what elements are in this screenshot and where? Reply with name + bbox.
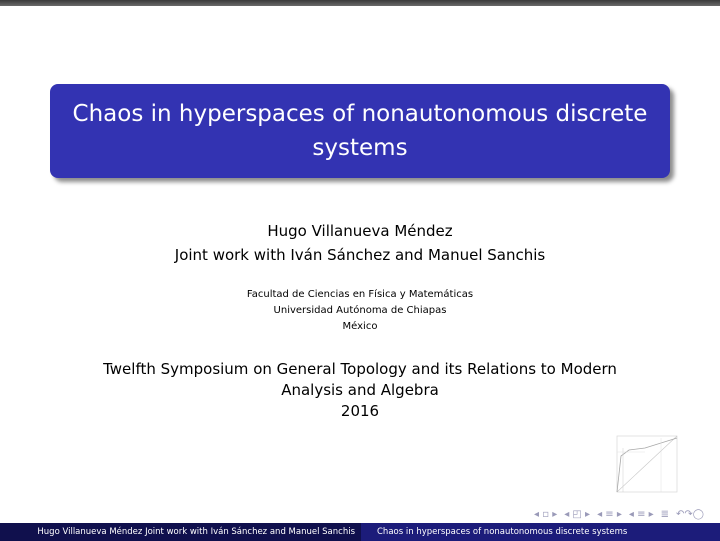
nav-first-icon[interactable]: ◂ ▫ ▸ [534,508,558,520]
institute-university: Universidad Autónoma de Chiapas [273,305,447,316]
institute-block [0,287,720,335]
conference-name-line2: Analysis and Algebra [281,381,439,399]
conference-block [0,359,720,422]
graph-logo-icon [615,434,683,494]
nav-search-icon[interactable]: ↶↷◯ [676,508,704,520]
nav-prev-section-icon[interactable]: ◂ ≡ ▸ [597,508,622,520]
conference-year: 2016 [340,402,380,420]
nav-prev-subsection-icon[interactable]: ◂ ≡ ▸ [628,508,654,520]
author-name: Hugo Villanueva Méndez [267,222,453,240]
author-block [0,219,720,267]
coauthors: Joint work with Iván Sánchez and Manuel Sanchis [174,246,546,264]
footer-title: Chaos in hyperspaces of nonautonomous discrete systems [361,523,720,541]
nav-align-icon[interactable]: ≣ [660,508,670,520]
slide-title: Chaos in hyperspaces of nonautonomous discrete systems [72,101,648,161]
footer-authors: Hugo Villanueva Méndez Joint work with Iván Sánchez and Manuel Sanchis [0,523,361,541]
title-block [50,84,670,178]
institute-country: México [342,321,378,332]
conference-name-line1: Twelfth Symposium on General Topology and its Relations to Modern [103,360,617,378]
institute-faculty: Facultad de Ciencias en Física y Matemáticas [246,289,474,300]
footer [0,523,720,541]
nav-prev-frame-icon[interactable]: ◂ ◰ ▸ [564,508,591,520]
top-bar [0,0,720,6]
beamer-navigation [534,507,704,521]
